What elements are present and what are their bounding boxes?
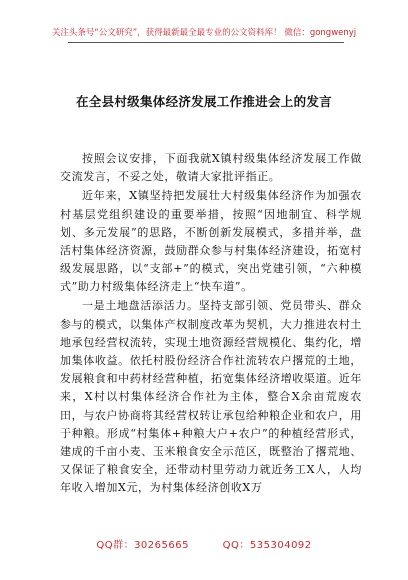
document-body bbox=[60, 150, 362, 499]
footer-contact bbox=[0, 536, 408, 551]
header-divider bbox=[68, 42, 344, 43]
paragraph: 按照会议安排，下面我就X镇村级集体经济发展工作做交流发言，不妥之处，敬请大家批评指正。 bbox=[60, 152, 362, 184]
paragraph: 近年来，X镇坚持把发展壮大村级集体经济作为加强农村基层党组织建设的重要举措，按照“因地制宜、科学规划、多元发展”的思路，不断创新发展模式，多措并举，盘活村集体经济资源，鼓励群众参与村集体经济建设，拓宽村级发展思路，以“支部+”的模式，突出党建引领，“六种模式”助力村级集体经济走上“快车道”。 bbox=[60, 189, 362, 294]
header-note: 关注头条号“公文研究”，获得最新最全最专业的公文资料库！ 微信：gongwenyj bbox=[51, 28, 357, 38]
footer-qq-group: QQ群：30265665 bbox=[96, 540, 189, 551]
document-title: 在全县村级集体经济发展工作推进会上的发言 bbox=[75, 94, 332, 109]
paragraph: 一是土地盘活添活力。坚持支部引领、党员带头、群众参与的模式，以集体产权制度改革为契机，大力推进农村土地承包经营权流转，实现土地资源经营规模化、集约化，增加集体收益。依托村股份经济合作社流转农户撂荒的土地，发展粮食和中药材经营种植，拓宽集体经济增收渠道。近年来，X村以村集体经济合作社为主体，整合X余亩荒废农田，与农户协商将其经营权转让承包给种粮企业和农户，用于种粮。形成“村集体+种粮大户+农户”的种植经营形式，建成的千亩小麦、玉米粮食安全示范区，既整治了撂荒地、又保证了粮食安全，还带动村里劳动力就近务工X人，人均年收入增加X元，为村集体经济创收X万 bbox=[60, 299, 362, 495]
footer-qq: QQ：535304092 bbox=[222, 540, 312, 551]
